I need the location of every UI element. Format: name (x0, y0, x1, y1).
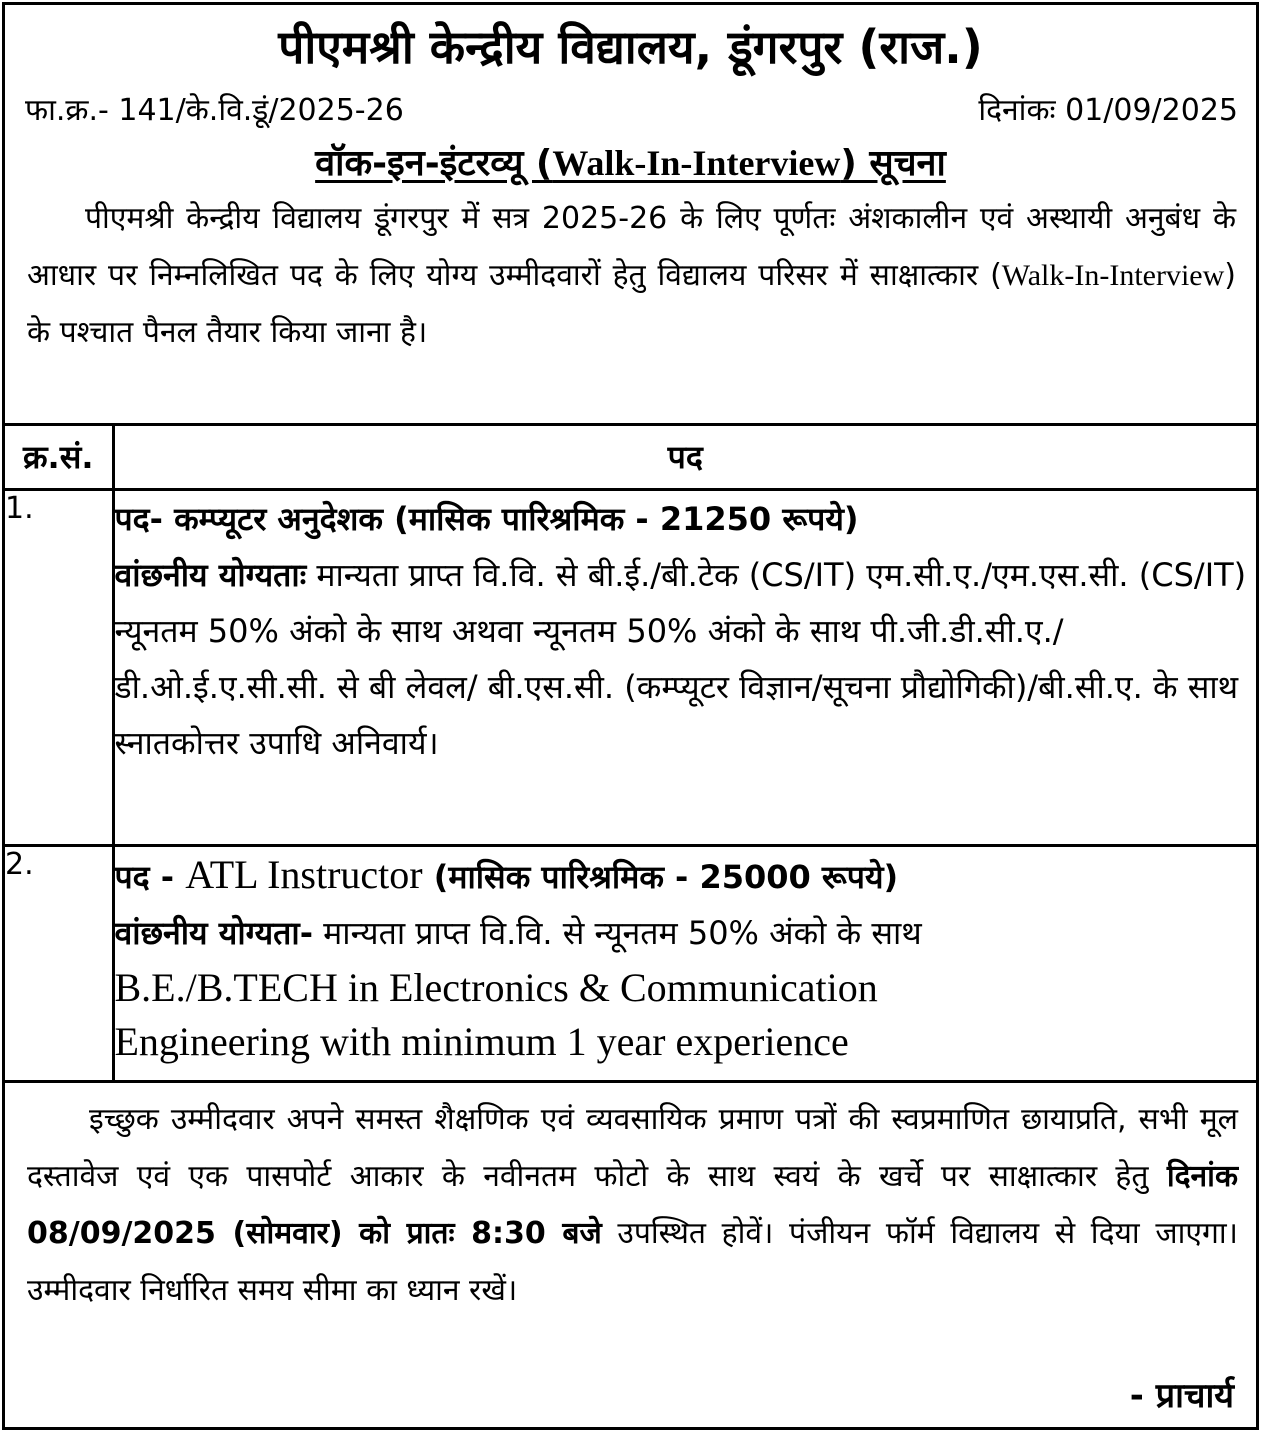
instructions-text-1: इच्छुक उम्मीदवार अपने समस्त शैक्षणिक एवं व्यवसायिक प्रमाण पत्रों की स्वप्रमाणित छायाप्रति, सभी मूल दस्तावेज एवं एक पासपोर्ट आकार के नवीनतम फोटो के साथ स्वयं के खर्चे पर साक्षात्कार हेतु (27, 1102, 1238, 1194)
qualification (115, 547, 1257, 771)
header-post: पद (113, 425, 1256, 490)
post-prefix: पद - (114, 858, 186, 896)
table-row (5, 490, 1256, 846)
heading-hindi-part-2: ) सूचना (840, 143, 946, 184)
table-header-row (5, 425, 1256, 490)
reference-line (5, 77, 1256, 133)
table-row (5, 846, 1256, 1082)
intro-text-1: पीएमश्री केन्द्रीय विद्यालय डूंगरपुर में सत्र 2025-26 के लिए पूर्णतः अंशकालीन एवं अस्थायी अनुबंध के आधार पर निम्नलिखित पद के लिए योग्य उम्मीदवारों हेतु विद्यालय परिसर में साक्षात्कार ( (27, 201, 1236, 293)
intro-text-2: ) के पश्चात पैनल तैयार किया जाना है। (27, 258, 1236, 350)
post-name-english: ATL Instructor (185, 852, 423, 897)
file-number: फा.क्र.- 141/के.वि.डूं/2025-26 (25, 93, 404, 128)
instructions-text-2: उपस्थित होवें। पंजीयन फॉर्म विद्यालय से दिया जाएगा। उम्मीदवार निर्धारित समय सीमा का ध्यान रखें। (27, 1216, 1238, 1308)
header-serial-number: क्र.सं. (5, 425, 113, 490)
qualification-text: मान्यता प्राप्त वि.वि. से बी.ई./बी.टेक (CS/IT) एम.सी.ए./एम.एस.सी. (CS/IT) न्यूनतम 50% अंको के साथ अथवा न्यूनतम 50% अंको के साथ पी.जी.डी.सी.ए./डी.ओ.ई.ए.सी.सी. से बी लेवल/ बी.एस.सी. (कम्प्यूटर विज्ञान/सूचना प्रौद्योगिकी)/बी.सी.ए. के साथ स्नातकोत्तर उपाधि अनिवार्य। (114, 556, 1247, 762)
notice-heading-text (315, 143, 946, 184)
interview-date-time: दिनांक 08/09/2025 (सोमवार) को प्रातः 8:30 बजे (27, 1159, 1238, 1251)
notice-heading (5, 139, 1256, 188)
qualification-english-1: B.E./B.TECH in Electronics & Communication (114, 965, 878, 1010)
serial-number: 1. (5, 490, 113, 846)
posts-table (5, 423, 1256, 1083)
signature-principal: - प्राचार्य (1129, 1376, 1234, 1416)
heading-hindi-part-1: वॉक-इन-इंटरव्यू ( (315, 143, 553, 184)
instructions-paragraph (5, 1083, 1256, 1319)
heading-english-part: Walk-In-Interview (552, 143, 841, 183)
serial-number: 2. (5, 846, 113, 1082)
post-details (113, 490, 1256, 846)
qualification (115, 905, 1257, 961)
school-title: पीएमश्री केन्द्रीय विद्यालय, डूंगरपुर (राज.) (278, 20, 983, 74)
qualification-english-2: Engineering with minimum 1 year experience (114, 1019, 849, 1064)
post-details (113, 846, 1256, 1082)
post-pay: (मासिक पारिश्रमिक - 25000 रूपये) (422, 858, 899, 896)
notice-date: दिनांकः 01/09/2025 (978, 93, 1238, 128)
post-title (115, 847, 1257, 905)
notice-page (2, 2, 1259, 1430)
intro-paragraph (5, 188, 1256, 361)
qualification-label: वांछनीय योग्यता- (114, 914, 313, 952)
qualification-label: वांछनीय योग्यताः (114, 556, 307, 594)
qualification-text: मान्यता प्राप्त वि.वि. से न्यूनतम 50% अंको के साथ (312, 914, 922, 952)
post-title: पद- कम्प्यूटर अनुदेशक (मासिक पारिश्रमिक - 21250 रूपये) (114, 500, 859, 538)
intro-english: Walk-In-Interview (1001, 259, 1225, 292)
